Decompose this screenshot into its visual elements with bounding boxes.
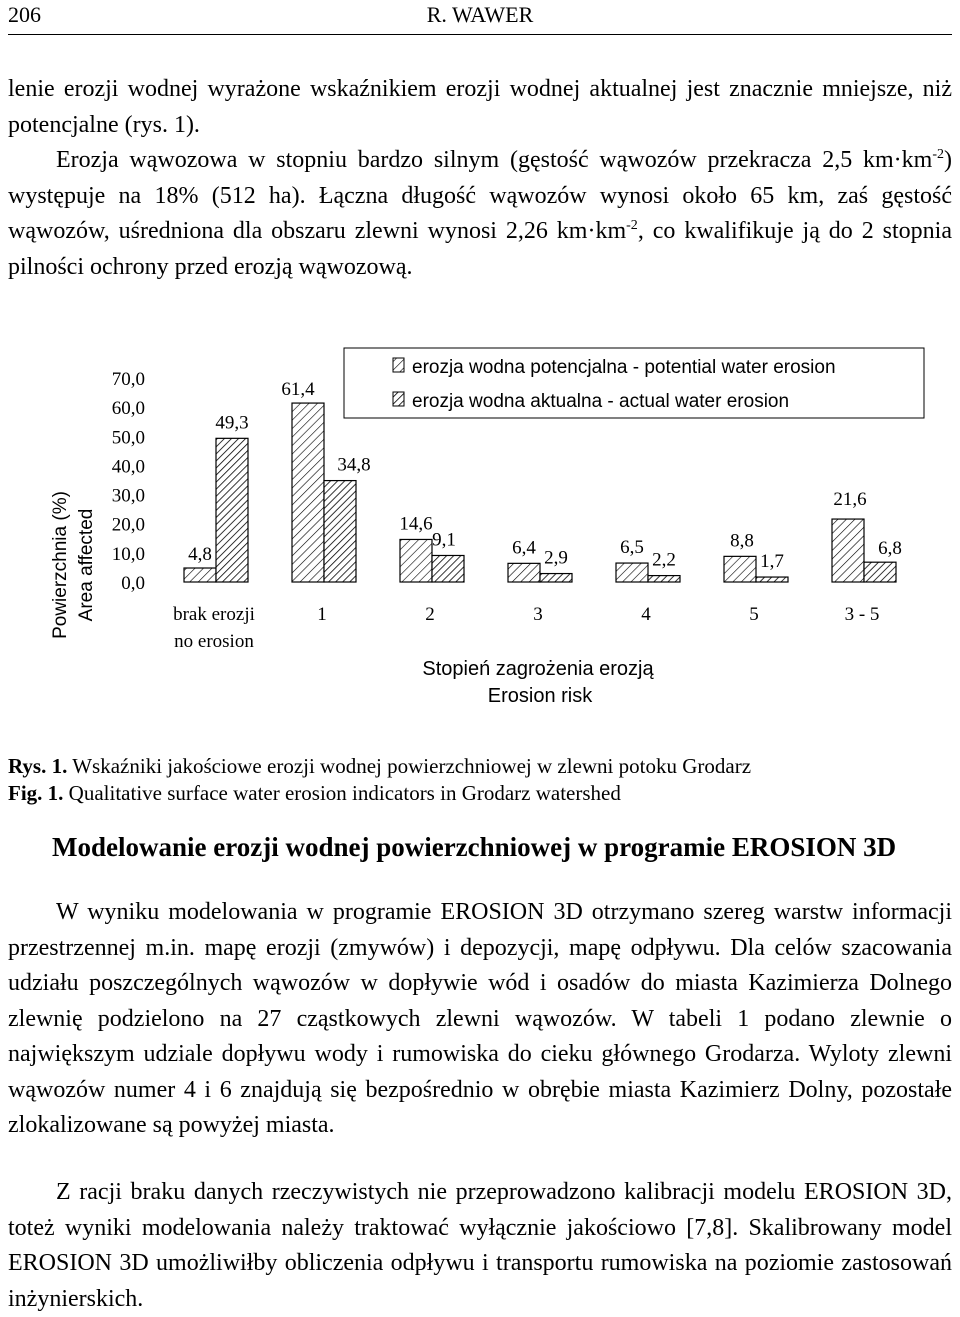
section-paragraph-1: W wyniku modelowania w programie EROSION 3D otrzymano szereg warstw informacji przestrzennej m.in. mapę erozji (zmywów) i depozycji, mapę odpływu. Dla celów szacowania udziału poszczególnych wąwozów w dopływie wód i osadów do miasta Kazimierza Dolnego zlewnię podzielono na 27 cząstkowych zlewni wąwozów. W tabeli 1 podano zlewnie o największym udziale dopływu wody i rumowiska do cieku głównego Grodarza. Wyloty zlewni wąwozów numer 4 i 6 znajdują się bezpośrednio w obrębie miasta Kazimierz Dolny, pozostałe zlokalizowane są powyżej miasta. [8, 899, 952, 1138]
y-tick-label: 70,0 [111, 369, 145, 390]
legend-label-actual: erozja wodna aktualna - actual water erosion [412, 391, 790, 412]
bar-value-label: 2,9 [544, 547, 568, 569]
bar-value-label: 9,1 [432, 529, 456, 551]
bar-potential-6 [832, 519, 864, 582]
bar-potential-3 [508, 563, 540, 582]
bar-value-label: 8,8 [730, 530, 754, 552]
legend-swatch-potential [393, 358, 404, 372]
intro-text-a: Erozja wąwozowa w stopniu bardzo silnym (gęstość wąwozów przekracza 2,5 km·km [56, 147, 933, 173]
bar-value-label: 6,8 [878, 538, 902, 560]
y-tick-label: 10,0 [111, 543, 145, 565]
bar-value-label: 61,4 [281, 379, 315, 401]
page-number: 206 [8, 2, 41, 27]
y-tick-label: 60,0 [111, 398, 145, 420]
y-tick-label: 20,0 [111, 514, 145, 536]
section-paragraph-2: Z racji braku danych rzeczywistych nie przeprowadzono kalibracji modelu EROSION 3D, toteż wyniki modelowania należy traktować wyłącznie jakościowo [7,8]. Skalibrowany model EROSION 3D umożliwiłby obliczenia odpływu i transportu rumowiska na poziomie zastosowań inżynierskich. [8, 1179, 952, 1312]
y-tick-label: 50,0 [111, 427, 145, 449]
bar-actual-0 [216, 438, 248, 582]
legend [344, 348, 924, 418]
bars [184, 403, 896, 582]
y-tick-label: 0,0 [121, 573, 145, 594]
y-tick-label: 40,0 [111, 456, 145, 478]
running-head-author: R. WAWER [426, 2, 534, 27]
bar-value-label: 1,7 [760, 551, 784, 573]
y-axis-ticks [112, 369, 145, 594]
x-tick-label: 3 [533, 604, 543, 625]
bar-value-label: 6,5 [620, 537, 644, 559]
bar-potential-1 [292, 403, 324, 582]
figure-caption-pl-label: Rys. 1. [8, 754, 68, 778]
page-header [8, 0, 952, 35]
bar-actual-5 [756, 577, 788, 582]
x-tick-label: brak erozji [173, 604, 255, 625]
bar-actual-6 [864, 562, 896, 582]
intro-paragraph-continuation: lenie erozji wodnej wyrażone wskaźnikiem erozji wodnej aktualnej jest znacznie mniejsze, niż potencjalne (rys. 1). [8, 76, 952, 138]
y-axis-title-en: Area affected [76, 508, 97, 622]
x-axis-title-en: Erosion risk [487, 685, 593, 707]
unit-exponent-1: -2 [932, 147, 944, 162]
intro-paragraph-2 [8, 143, 952, 285]
intro-text-c: , co kwalifikuje ją do 2 stopnia pilności ochrony przed erozją wąwozową. [8, 218, 952, 280]
bar-actual-3 [540, 574, 572, 582]
x-axis-title-pl: Stopień zagrożenia erozją [422, 658, 654, 680]
bar-potential-4 [616, 563, 648, 582]
figure-caption-en-label: Fig. 1. [8, 781, 64, 805]
y-axis-title-pl: Powierzchnia (%) [50, 491, 71, 639]
bar-value-label: 34,8 [337, 454, 371, 476]
bar-actual-1 [324, 481, 356, 582]
x-axis-tick-labels [173, 604, 879, 652]
figure-caption-en-text: Qualitative surface water erosion indicators in Grodarz watershed [68, 781, 621, 805]
bar-value-label: 2,2 [652, 549, 676, 571]
erosion-bar-chart [0, 330, 960, 730]
bar-value-label: 4,8 [188, 544, 212, 566]
x-tick-label-secondary: no erosion [174, 631, 254, 652]
y-tick-label: 30,0 [111, 485, 145, 507]
bar-actual-2 [432, 555, 464, 582]
bar-potential-5 [724, 556, 756, 582]
figure-caption-pl-text: Wskaźniki jakościowe erozji wodnej powierzchniowej w zlewni potoku Grodarz [72, 754, 752, 778]
bar-value-label: 14,6 [399, 513, 433, 535]
bar-value-label: 49,3 [215, 412, 249, 434]
legend-swatch-actual [393, 392, 404, 406]
x-tick-label: 1 [317, 604, 327, 625]
bar-value-label: 6,4 [512, 537, 536, 559]
bar-actual-4 [648, 576, 680, 582]
bar-potential-2 [400, 539, 432, 582]
x-tick-label: 4 [641, 604, 651, 625]
bar-potential-0 [184, 568, 216, 582]
legend-label-potential: erozja wodna potencjalna - potential water erosion [412, 357, 836, 378]
intro-text-b: ) występuje na 18% (512 ha). Łączna długość wąwozów wynosi około 65 km, zaś gęstość wąwozów, uśredniona dla obszaru zlewni wynosi 2,26 km·km [8, 147, 952, 244]
figure-caption-pl [8, 753, 751, 780]
figure-caption-en [8, 780, 621, 807]
unit-exponent-2: -2 [626, 218, 638, 233]
x-tick-label: 3 - 5 [844, 604, 880, 625]
y-axis-title [50, 491, 97, 639]
bar-value-label: 21,6 [833, 489, 867, 511]
x-tick-label: 2 [425, 604, 435, 625]
section-heading: Modelowanie erozji wodnej powierzchniowej w programie EROSION 3D [52, 832, 897, 862]
x-tick-label: 5 [749, 604, 759, 625]
chart-svg [0, 330, 960, 730]
